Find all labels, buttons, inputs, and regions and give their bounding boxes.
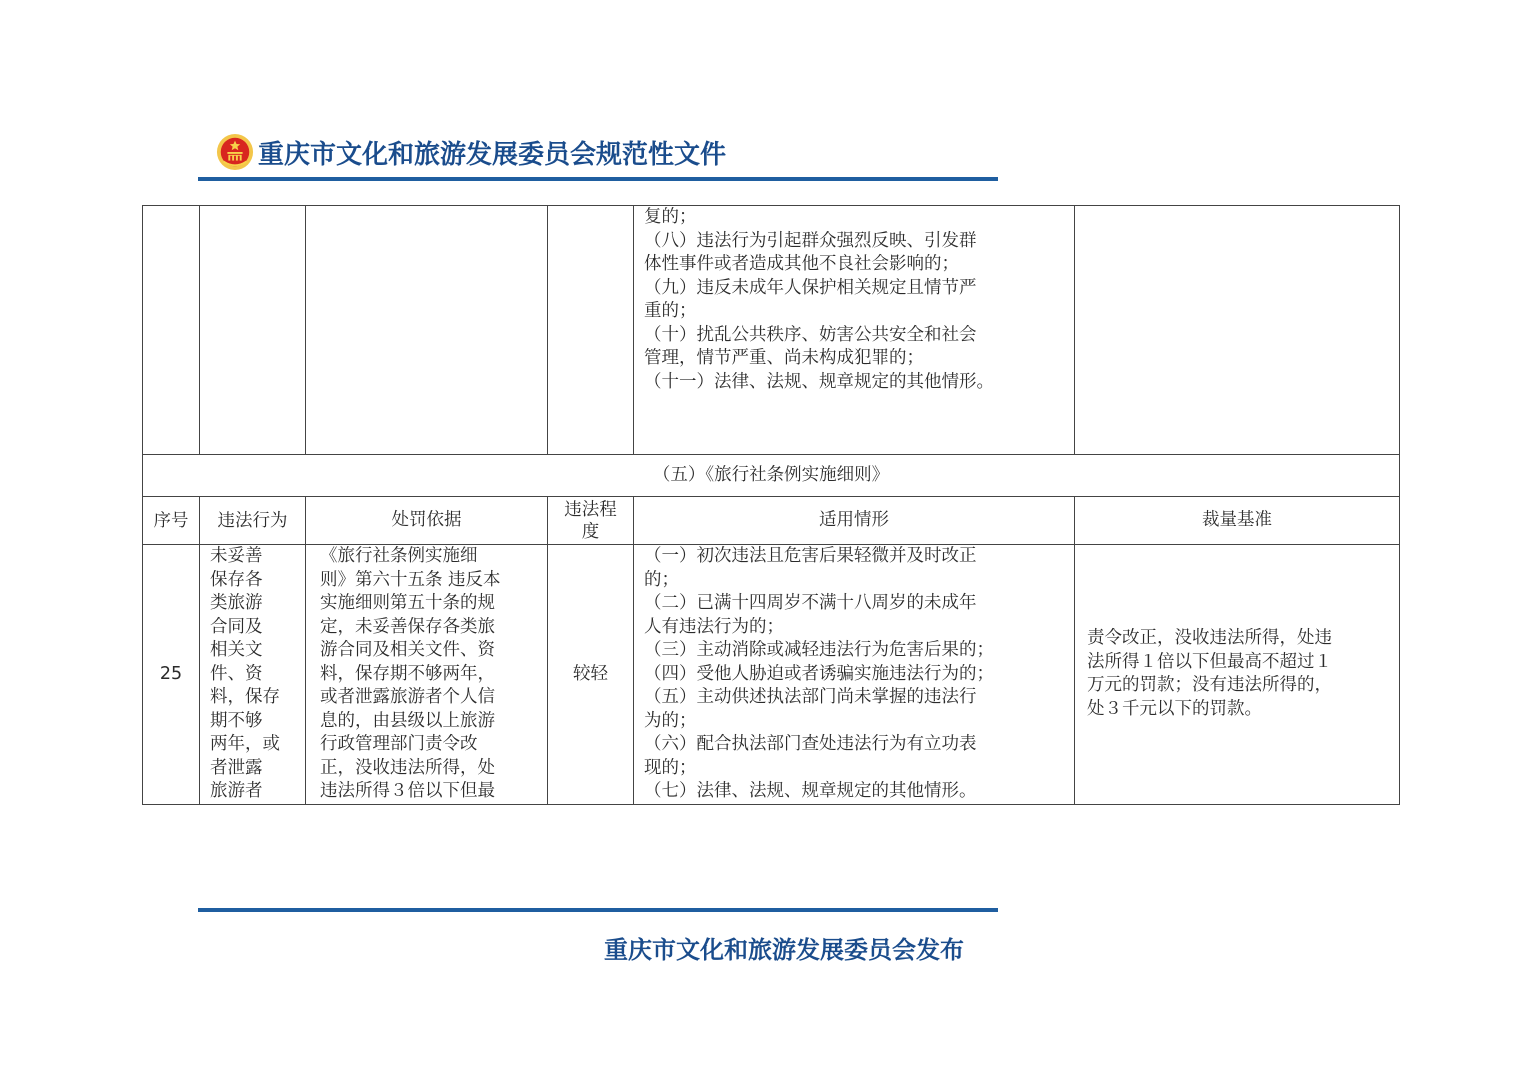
condition-line: （九）违反未成年人保护相关规定且情节严: [644, 277, 977, 298]
basis-line: 正，没收违法所得，处: [320, 757, 495, 778]
cell-empty: [306, 206, 548, 455]
condition-line: （二）已满十四周岁不满十八周岁的未成年: [644, 593, 977, 613]
basis-line: 或者泄露旅游者个人信: [320, 687, 495, 707]
cell-empty: [1075, 206, 1400, 455]
violation-line: 件、资: [210, 663, 263, 684]
header-title: 重庆市文化和旅游发展委员会规范性文件: [258, 139, 727, 170]
violation-line: 合同及: [210, 616, 263, 637]
table-row: [143, 545, 1400, 805]
row-conditions: [634, 545, 1075, 805]
standard-line: 法所得１倍以下但最高不超过１: [1087, 651, 1332, 672]
condition-line: 为的；: [644, 710, 697, 731]
document-header: [216, 132, 726, 172]
violation-line: 旅游者: [210, 781, 263, 801]
condition-line: （四）受他人胁迫或者诱骗实施违法行为的；: [644, 663, 994, 684]
cell-empty: [200, 206, 306, 455]
continued-row: [143, 206, 1400, 455]
standard-line: 处３千元以下的罚款。: [1087, 698, 1262, 719]
penalty-table: [142, 205, 1400, 805]
violation-line: 料，保存: [210, 687, 280, 707]
condition-line: 现的；: [644, 757, 697, 778]
condition-line: （三）主动消除或减轻违法行为危害后果的；: [644, 640, 994, 660]
cell-empty: [548, 206, 634, 455]
cell-empty: [143, 206, 200, 455]
basis-line: 定，未妥善保存各类旅: [320, 616, 495, 637]
condition-line: 人有违法行为的；: [644, 616, 784, 637]
condition-line: 体性事件或者造成其他不良社会影响的；: [644, 254, 959, 274]
standard-line: 万元的罚款；没有违法所得的，: [1087, 675, 1332, 696]
condition-line: （十一）法律、法规、规章规定的其他情形。: [644, 371, 994, 392]
violation-line: 者泄露: [210, 757, 263, 778]
header-divider: [198, 177, 998, 181]
condition-line: （七）法律、法规、规章规定的其他情形。: [644, 781, 977, 801]
violation-line: 期不够: [210, 710, 263, 731]
section-title: （五）《旅行社条例实施细则》: [143, 455, 1400, 497]
header-standard: 裁量基准: [1075, 497, 1400, 545]
condition-line: 复的；: [644, 207, 697, 227]
condition-line: （六）配合执法部门查处违法行为有立功表: [644, 734, 977, 754]
header-conditions: 适用情形: [634, 497, 1075, 545]
violation-line: 两年，或: [210, 734, 280, 754]
basis-line: 则》第六十五条 违反本: [320, 569, 501, 590]
violation-line: 类旅游: [210, 593, 263, 613]
footer-divider: [198, 908, 998, 912]
condition-line: （八）违法行为引起群众强烈反映、引发群: [644, 230, 977, 251]
condition-line: （五）主动供述执法部门尚未掌握的违法行: [644, 687, 977, 707]
basis-line: 行政管理部门责令改: [320, 734, 478, 754]
basis-line: 实施细则第五十条的规: [320, 593, 495, 613]
row-violation: [200, 545, 306, 805]
condition-line: （一）初次违法且危害后果轻微并及时改正: [644, 546, 977, 566]
continued-conditions-cell: [634, 206, 1075, 455]
footer-title: 重庆市文化和旅游发展委员会发布: [604, 935, 964, 964]
national-emblem-icon: [216, 133, 254, 171]
violation-line: 保存各: [210, 569, 263, 590]
row-seq: 25: [143, 545, 200, 805]
condition-line: 重的；: [644, 301, 697, 321]
basis-line: 料，保存期不够两年，: [320, 663, 495, 684]
condition-line: （十）扰乱公共秩序、妨害公共安全和社会: [644, 324, 977, 345]
header-seq: 序号: [143, 497, 200, 545]
basis-line: 息的，由县级以上旅游: [320, 710, 495, 731]
row-degree: 较轻: [548, 545, 634, 805]
section-title-row: [143, 455, 1400, 497]
row-standard: [1075, 545, 1400, 805]
condition-line: 的；: [644, 569, 679, 590]
basis-line: 《旅行社条例实施细: [320, 546, 478, 566]
header-basis: 处罚依据: [306, 497, 548, 545]
header-degree: 违法程度: [548, 497, 634, 545]
column-header-row: [143, 497, 1400, 545]
basis-line: 违法所得３倍以下但最: [320, 781, 495, 801]
violation-line: 相关文: [210, 640, 263, 660]
basis-line: 游合同及相关文件、资: [320, 640, 495, 660]
violation-line: 未妥善: [210, 546, 263, 566]
standard-line: 责令改正，没收违法所得，处违: [1087, 628, 1332, 649]
row-basis: [306, 545, 548, 805]
condition-line: 管理，情节严重、尚未构成犯罪的；: [644, 348, 924, 368]
header-violation: 违法行为: [200, 497, 306, 545]
